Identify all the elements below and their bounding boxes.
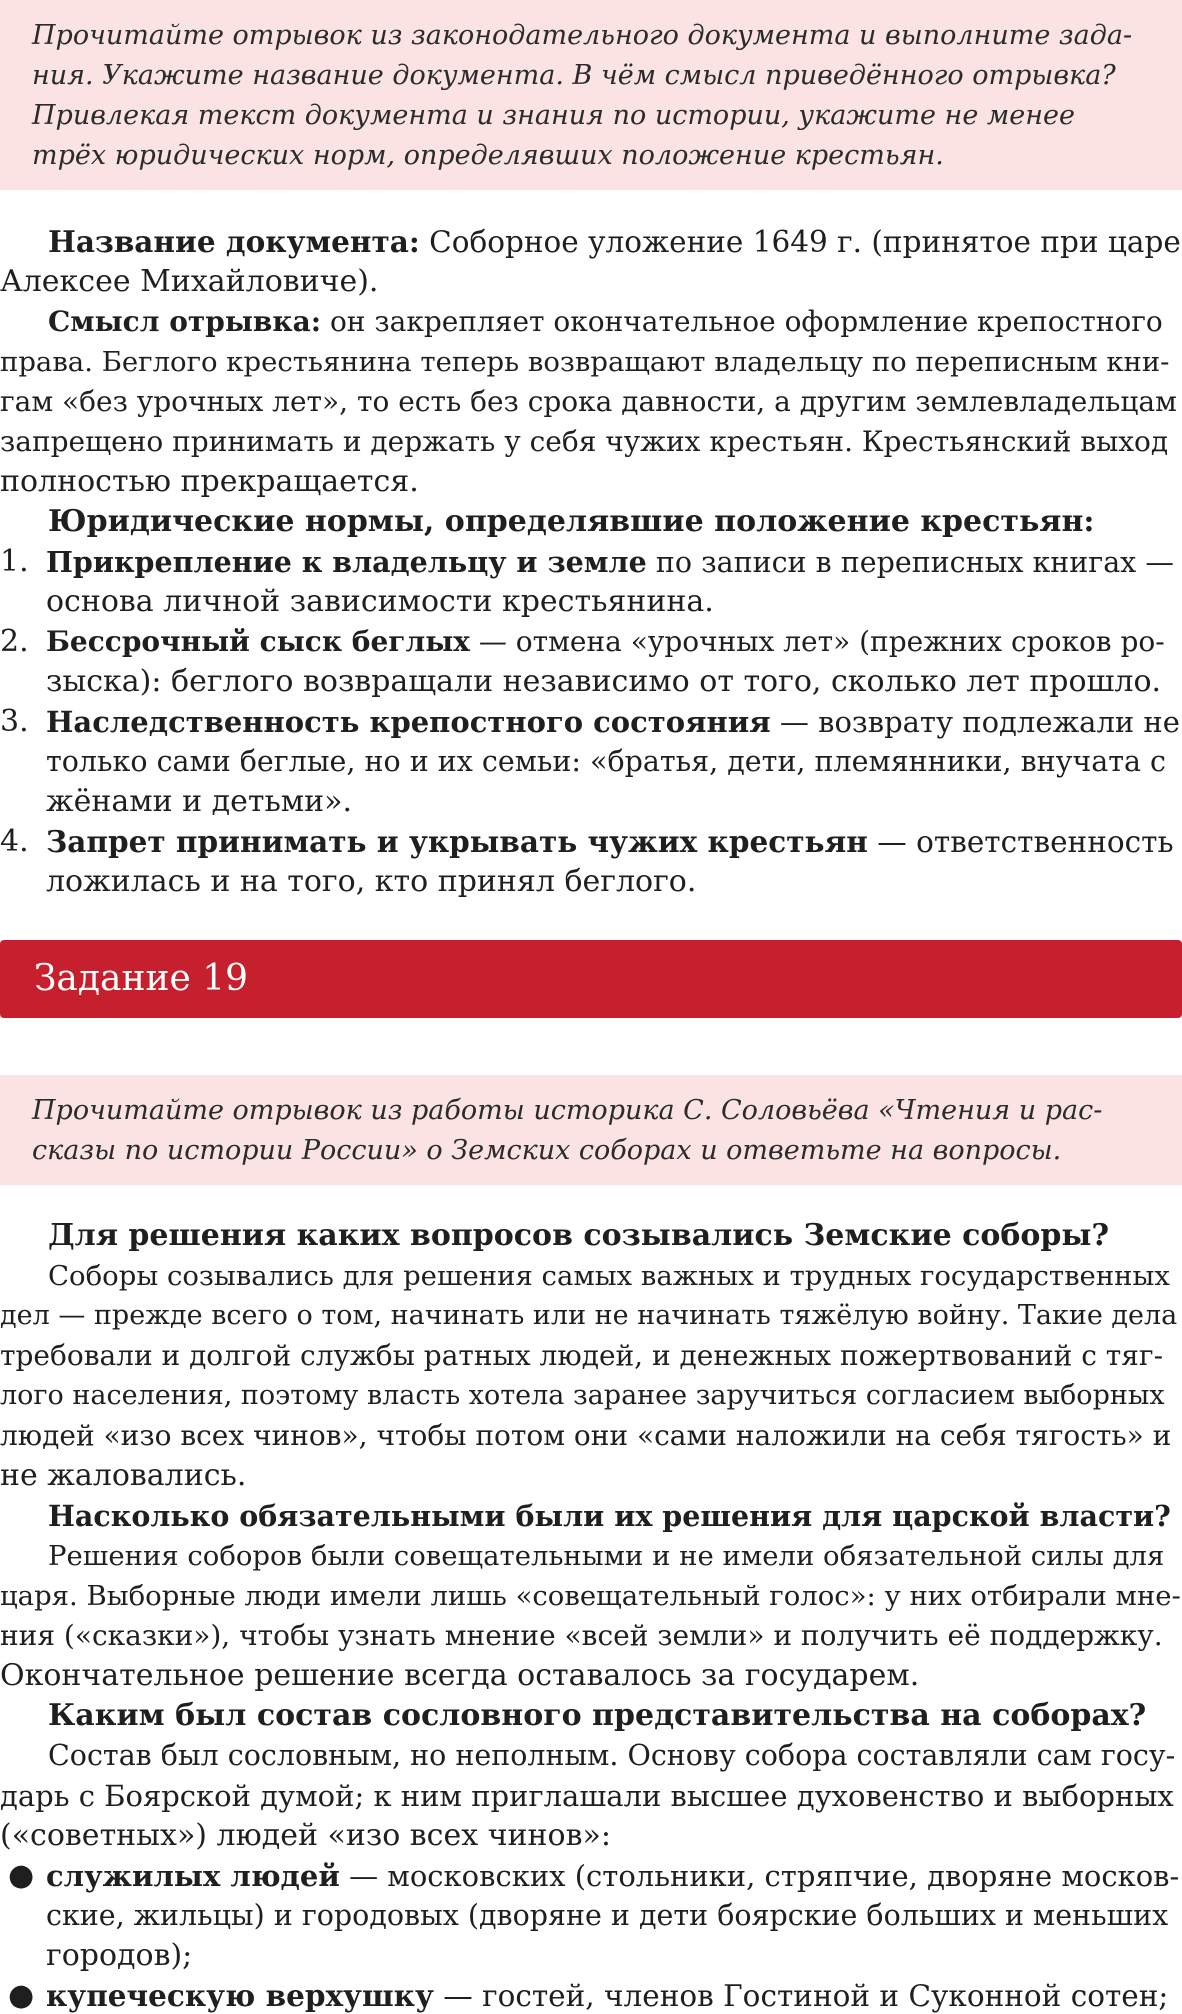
answer-18 bbox=[0, 222, 1182, 902]
question-2-text: Насколько обязательными были их решения для царской власти? bbox=[48, 1499, 1171, 1533]
norm-item bbox=[0, 702, 1182, 822]
answer-1-line: людей «изо всех чинов», чтобы потом они «сами наложили на себя тягость» и bbox=[0, 1419, 1172, 1452]
norm-text: зыска): беглого возвращали независимо от того, сколько лет прошло. bbox=[46, 664, 1162, 699]
question-3 bbox=[0, 1696, 1182, 1736]
answer-2-line: Решения соборов были совещательными и не имели обязательной силы для bbox=[48, 1540, 1165, 1572]
meaning-text: полностью прекращается. bbox=[0, 464, 419, 499]
answer-2-line: ния («сказки»), чтобы узнать мнение «всей земли» и получить её поддержку. bbox=[0, 1619, 1163, 1652]
meaning-line bbox=[0, 302, 1182, 342]
meaning-text: гам «без урочных лет», то есть без срока давности, а другим землевладельцам bbox=[0, 385, 1177, 418]
norm-title: Бессрочный сыск беглых bbox=[46, 625, 470, 658]
norm-text: только сами беглые, но и их семьи: «братья, дети, племянники, внучата с bbox=[46, 745, 1167, 778]
question-2 bbox=[0, 1496, 1182, 1536]
norm-item bbox=[0, 622, 1182, 702]
answer-1-line: не жаловались. bbox=[0, 1458, 247, 1493]
meaning-label: Смысл отрывка: bbox=[48, 305, 322, 338]
task-18-line: Привлекая текст документа и знания по истории, укажите не менее bbox=[32, 100, 1075, 131]
task-18-line: Прочитайте отрывок из законодательного документа и выполните зада- bbox=[32, 20, 1133, 51]
norm-title: Запрет принимать и укрывать чужих крестьян bbox=[46, 824, 868, 859]
norm-item bbox=[0, 542, 1182, 622]
norm-text: основа личной зависимости крестьянина. bbox=[46, 584, 714, 619]
question-1 bbox=[0, 1216, 1182, 1256]
norm-title: Прикрепление к владельцу и земле bbox=[46, 545, 647, 579]
norm-number: 2. bbox=[0, 624, 29, 659]
bullet-icon: ● bbox=[8, 1978, 35, 2013]
norm-text: — возврату подлежали не bbox=[779, 705, 1180, 739]
bullet-text: городов); bbox=[46, 1938, 193, 1973]
norm-item bbox=[0, 822, 1182, 902]
document-name-cont: Алексее Михайловиче). bbox=[0, 264, 379, 299]
norm-title: Наследственность крепостного состояния bbox=[46, 705, 771, 739]
bullet-text: ские, жильцы) и городовых (дворяне и дети боярские больших и меньших bbox=[46, 1899, 1169, 1932]
bullet-item bbox=[0, 1976, 1182, 2014]
document-name-text: Соборное уложение 1649 г. (принятое при царе bbox=[429, 225, 1181, 259]
norm-number: 3. bbox=[0, 704, 29, 739]
norm-text: ложилась и на того, кто принял беглого. bbox=[46, 864, 697, 899]
norm-text: жёнами и детьми». bbox=[46, 784, 353, 819]
document-name-label: Название документа: bbox=[48, 224, 420, 259]
answer-2-line: царя. Выборные люди имели лишь «совещательный голос»: у них отбирали мне- bbox=[0, 1580, 1181, 1612]
bullet-icon: ● bbox=[8, 1858, 35, 1893]
answer-3-line: («советных») людей «изо всех чинов»: bbox=[0, 1818, 611, 1853]
question-3-text: Каким был состав сословного представительства на соборах? bbox=[48, 1698, 1147, 1733]
norms-heading bbox=[0, 502, 1182, 542]
task-18-line: ния. Укажите название документа. В чём смысл приведённого отрывка? bbox=[32, 60, 1116, 91]
bullet-item bbox=[0, 1856, 1182, 1976]
meaning-text: запрещено принимать и держать у себя чужих крестьян. Крестьянский выход bbox=[0, 425, 1169, 458]
norm-number: 4. bbox=[0, 824, 29, 859]
answer-3-line: дарь с Боярской думой; к ним приглашали высшее духовенство и выборных bbox=[0, 1779, 1174, 1813]
norm-text: — отмена «урочных лет» (прежних сроков ро- bbox=[478, 625, 1165, 658]
question-1-text: Для решения каких вопросов созывались Земские соборы? bbox=[48, 1218, 1110, 1253]
answer-1-line: лого населения, поэтому власть хотела заранее заручиться согласием выборных bbox=[0, 1380, 1165, 1411]
task-19-title: Задание 19 bbox=[34, 958, 249, 999]
task-19-line: Прочитайте отрывок из работы историка С. Соловьёва «Чтения и рас- bbox=[32, 1095, 1103, 1126]
task-19-line: сказы по истории России» о Земских соборах и ответьте на вопросы. bbox=[32, 1135, 1062, 1166]
answer-2-line: Окончательное решение всегда оставалось за государем. bbox=[0, 1658, 920, 1693]
task-19-prompt bbox=[0, 1075, 1182, 1185]
task-19-banner bbox=[0, 940, 1182, 1018]
meaning-text: он закрепляет окончательное оформление крепостного bbox=[329, 305, 1163, 338]
bullet-title: служилых людей bbox=[46, 1859, 340, 1893]
document-name-line bbox=[0, 222, 1182, 262]
answer-3-line: Состав был сословным, но неполным. Основу собора составляли сам госу- bbox=[48, 1739, 1176, 1772]
answer-1-line: требовали и долгой службы ратных людей, и денежных пожертвований с тяг- bbox=[0, 1339, 1164, 1372]
bullet-text: — гостей, членов Гостиной и Суконной сотен; bbox=[443, 1979, 1169, 2013]
task-18-prompt bbox=[0, 0, 1182, 190]
bullet-text: — московских (стольники, стряпчие, дворяне москов- bbox=[349, 1859, 1180, 1893]
answer-1-line: Соборы созывались для решения самых важных и трудных государственных bbox=[48, 1260, 1170, 1292]
norm-text: по записи в переписных книгах — bbox=[655, 546, 1174, 579]
bullet-title: купеческую верхушку bbox=[46, 1978, 434, 2013]
norm-text: — ответственность bbox=[877, 825, 1174, 859]
meaning-text: права. Беглого крестьянина теперь возвращают владельцу по переписным кни- bbox=[0, 346, 1170, 378]
norm-number: 1. bbox=[0, 544, 29, 579]
norms-heading-text: Юридические нормы, определявшие положение крестьян: bbox=[48, 504, 1095, 539]
answer-19 bbox=[0, 1216, 1182, 2014]
answer-1-line: дел — прежде всего о том, начинать или не начинать тяжёлую войну. Такие дела bbox=[0, 1300, 1178, 1331]
task-18-line: трёх юридических норм, определявших положение крестьян. bbox=[32, 140, 944, 171]
